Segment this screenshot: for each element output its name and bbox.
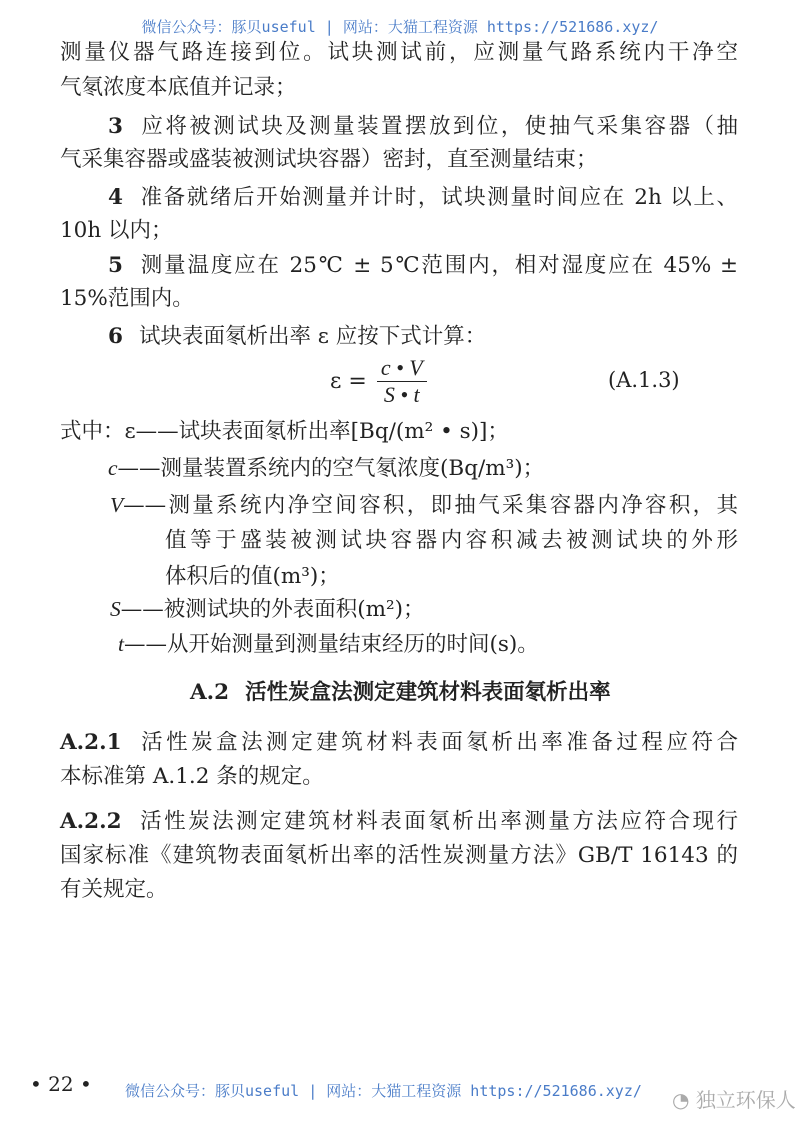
where-line: t——从开始测量到测量结束经历的时间(s)。 — [118, 632, 539, 657]
item-3: 3 应将被测试块及测量装置摆放到位，使抽气采集容器（抽 — [108, 114, 738, 139]
where-line: V——测量系统内净空间容积，即抽气采集容器内净容积，其 — [110, 493, 738, 518]
body-line: 10h 以内； — [60, 218, 173, 243]
item-5: 5 测量温度应在 25℃ ± 5℃范围内，相对湿度应在 45% ± — [108, 253, 738, 278]
equation-number: (A.1.3) — [608, 368, 680, 392]
body-line: 气氡浓度本底值并记录； — [60, 75, 297, 100]
body-line: 国家标准《建筑物表面氡析出率的活性炭测量方法》GB/T 16143 的 — [60, 843, 738, 868]
fraction — [377, 355, 427, 408]
formula-lhs: ε = — [330, 369, 367, 394]
where-line: 式中：ε——试块表面氡析出率[Bq/(m² • s)]； — [60, 419, 509, 444]
numerator: c • V — [377, 355, 427, 382]
body-line: 本标准第 A.1.2 条的规定。 — [60, 764, 324, 789]
source-badge: ◔ 独立环保人 — [672, 1088, 796, 1112]
body-line: 测量仪器气路连接到位。试块测试前，应测量气路系统内干净空 — [60, 40, 738, 65]
watermark-top: 微信公众号：豚贝useful | 网站：大猫工程资源 https://521686.xyz/ — [141, 18, 659, 36]
clause-a-2-1: A.2.1 活性炭盒法测定建筑材料表面氡析出率准备过程应符合 — [60, 730, 738, 755]
section-heading: A.2 活性炭盒法测定建筑材料表面氡析出率 — [190, 680, 611, 705]
item-6: 6 试块表面氡析出率 ε 应按下式计算： — [108, 324, 487, 349]
clause-a-2-2: A.2.2 活性炭法测定建筑材料表面氡析出率测量方法应符合现行 — [60, 809, 738, 834]
body-line: 有关规定。 — [60, 877, 168, 902]
where-line: 值等于盛装被测试块容器内容积减去被测试块的外形 — [165, 528, 738, 553]
denominator: S • t — [383, 382, 420, 407]
where-line: S——被测试块的外表面积(m²)； — [110, 597, 425, 622]
formula — [330, 355, 427, 408]
where-line: 体积后的值(m³)； — [165, 564, 340, 589]
page-number: • 22 • — [30, 1072, 92, 1096]
where-line: c——测量装置系统内的空气氡浓度(Bq/m³)； — [108, 456, 545, 481]
body-line: 气采集容器或盛装被测试块容器）密封，直至测量结束； — [60, 147, 598, 172]
watermark-bottom: 微信公众号：豚贝useful | 网站：大猫工程资源 https://521686.xyz/ — [125, 1082, 642, 1100]
wechat-icon: ◔ — [672, 1088, 696, 1112]
body-line: 15%范围内。 — [60, 286, 194, 311]
item-4: 4 准备就绪后开始测量并计时，试块测量时间应在 2h 以上、 — [108, 185, 738, 210]
